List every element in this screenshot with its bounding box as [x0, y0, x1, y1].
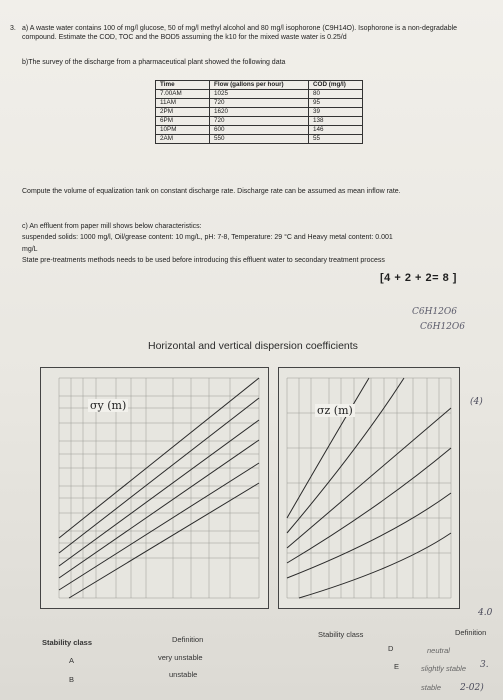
cell-flow: 550	[210, 135, 309, 144]
cell-time: 7.00AM	[156, 90, 210, 99]
cell-cod: 39	[309, 108, 363, 117]
stability-class-a: A	[69, 656, 75, 665]
cell-cod: 80	[309, 90, 363, 99]
stability-class-b: B	[69, 675, 75, 684]
sigma-y-plot	[41, 368, 268, 608]
definition-header-right: Definition	[455, 628, 487, 637]
sigma-y-label: σy (m)	[90, 399, 127, 412]
part-c-unit: mg/L	[22, 246, 38, 253]
part-c-characteristics: suspended solids: 1000 mg/l, Oil/grease content: 10 mg/L, pH: 7-8, Temperature: 29 °C and Heavy metal content: 0.001	[22, 234, 393, 241]
chart-title: Horizontal and vertical dispersion coefficients	[148, 340, 358, 352]
cell-time: 2PM	[156, 108, 210, 117]
cell-flow: 720	[210, 99, 309, 108]
stability-class-header-left: Stability class	[42, 638, 93, 647]
handwritten-note: (4)	[470, 397, 483, 407]
handwritten-note: 2-02)	[460, 683, 484, 693]
table-row	[156, 90, 363, 99]
col-header-cod: COD (mg/l)	[309, 81, 363, 90]
table-row	[156, 108, 363, 117]
cell-flow: 1620	[210, 108, 309, 117]
sigma-z-chart	[278, 367, 460, 609]
sigma-z-plot	[279, 368, 459, 608]
definition-header-left: Definition	[172, 635, 204, 644]
question-number: 3.	[10, 25, 16, 32]
compute-instruction: Compute the volume of equalization tank on constant discharge rate. Discharge rate can be assumed as mean inflow rate.	[22, 188, 401, 195]
definition-a: very unstable	[158, 653, 203, 662]
handwritten-note: C6H12O6	[412, 307, 458, 317]
cell-cod: 55	[309, 135, 363, 144]
cell-time: 2AM	[156, 135, 210, 144]
marks-allocation: [4 + 2 + 2= 8 ]	[380, 272, 457, 284]
stability-class-header-right: Stability class	[318, 630, 364, 639]
table-header-row	[156, 81, 363, 90]
cell-cod: 146	[309, 126, 363, 135]
cell-cod: 95	[309, 99, 363, 108]
table-row	[156, 126, 363, 135]
sigma-z-label: σz (m)	[317, 404, 353, 417]
handwritten-note: 3.	[480, 660, 489, 670]
part-b-text: b)The survey of the discharge from a pharmaceutical plant showed the following data	[22, 59, 286, 66]
col-header-flow: Flow (gallons per hour)	[210, 81, 309, 90]
flow-table	[155, 80, 363, 144]
sigma-y-chart	[40, 367, 269, 609]
part-c-question: State pre-treatments methods needs to be used before introducing this effluent water to secondary treatment process	[22, 257, 385, 264]
table-row	[156, 117, 363, 126]
stability-curves	[287, 378, 451, 598]
table-row	[156, 99, 363, 108]
table-row	[156, 135, 363, 144]
part-a-text: a) A waste water contains 100 of mg/l glucose, 50 of mg/l methyl alcohol and 80 mg/l isophorone (C9H14O). Isophorone is a non-degradable compound. Estimate the COD, TOC and the BOD5 assuming the k10 for the mixed waste water is 0.25/d	[22, 25, 458, 41]
cell-time: 6PM	[156, 117, 210, 126]
handwritten-note: 4.0	[478, 608, 493, 618]
col-header-time: Time	[156, 81, 210, 90]
definition-f: stable	[421, 683, 442, 692]
cell-flow: 720	[210, 117, 309, 126]
handwritten-note: C6H12O6	[420, 322, 466, 332]
cell-time: 10PM	[156, 126, 210, 135]
stability-class-d: D	[388, 644, 394, 653]
grid-lines	[287, 378, 451, 598]
definition-b: unstable	[169, 670, 198, 679]
definition-e: slightly stable	[421, 664, 467, 673]
part-c-intro: c) An effluent from paper mill shows below characteristics:	[22, 223, 202, 230]
stability-class-e: E	[394, 662, 400, 671]
cell-flow: 1025	[210, 90, 309, 99]
cell-cod: 138	[309, 117, 363, 126]
cell-time: 11AM	[156, 99, 210, 108]
definition-d: neutral	[427, 646, 450, 655]
cell-flow: 600	[210, 126, 309, 135]
